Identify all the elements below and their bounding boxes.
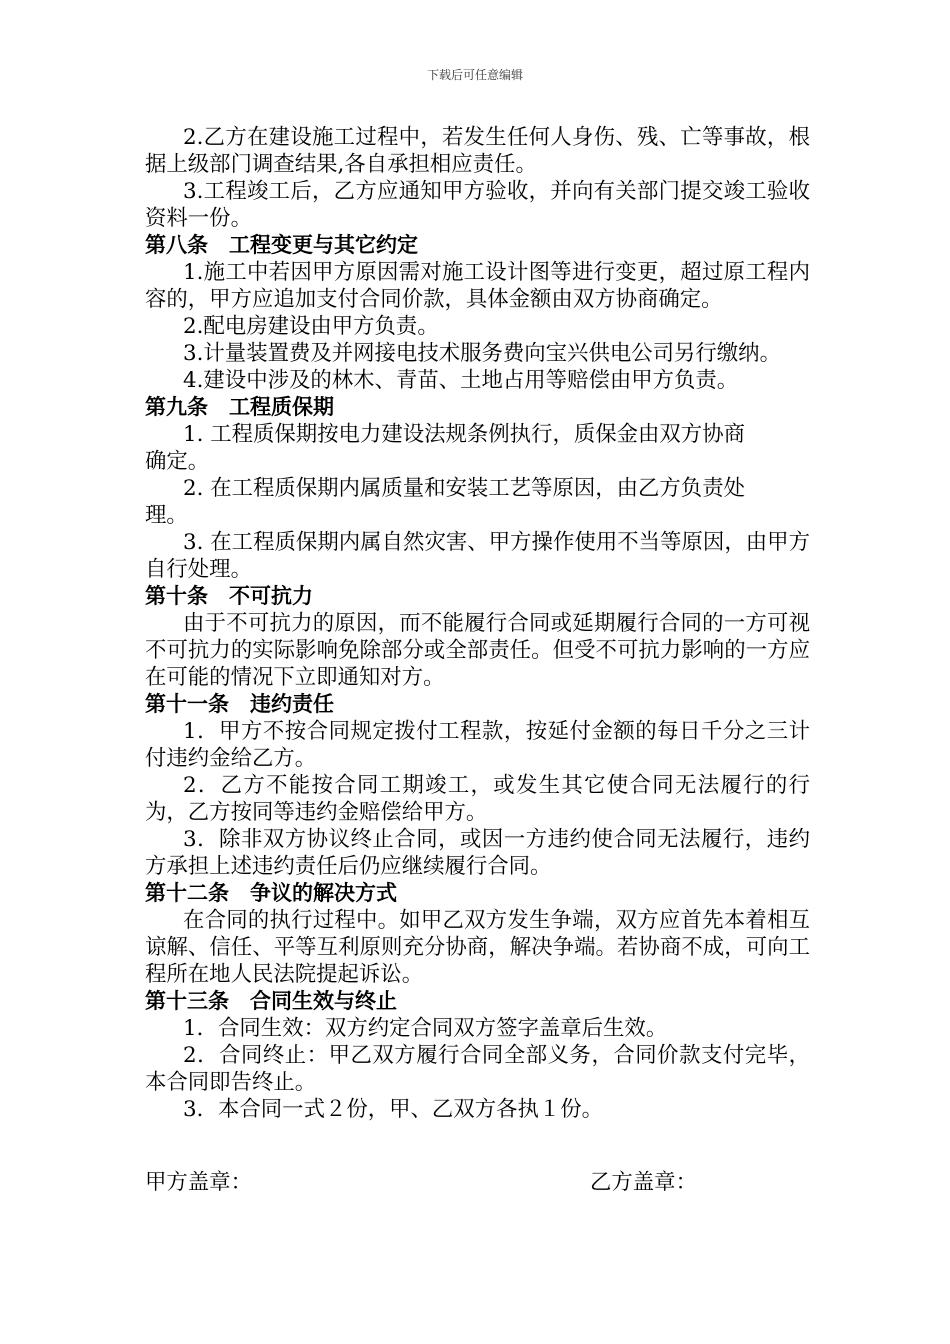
paragraph: 2.乙方在建设施工过程中，若发生任何人身伤、残、亡等事故，根据上级部门调查结果,各自承担相应责任。 — [145, 125, 810, 177]
paragraph: 1．合同生效：双方约定合同双方签字盖章后生效。 — [183, 1016, 668, 1041]
paragraph: 1．甲方不按合同规定拨付工程款，按延付金额的每日千分之三计付违约金给乙方。 — [145, 719, 810, 771]
paragraph: 1.施工中若因甲方原因需对施工设计图等进行变更，超过原工程内容的，甲方应追加支付合同价款，具体金额由双方协商确定。 — [145, 260, 810, 312]
section-heading: 第十三条 合同生效与终止 — [145, 989, 397, 1013]
paragraph: 3.计量装置费及并网接电技术服务费向宝兴供电公司另行缴纳。 — [183, 341, 781, 366]
paragraph: 2．合同终止：甲乙双方履行合同全部义务，合同价款支付完毕，本合同即告终止。 — [145, 1043, 810, 1095]
section-heading: 第十二条 争议的解决方式 — [145, 881, 397, 905]
party-a-seal-label: 甲方盖章： — [145, 1170, 252, 1195]
paragraph: 4.建设中涉及的林木、青苗、土地占用等赔偿由甲方负责。 — [183, 368, 739, 393]
document-body — [145, 124, 810, 1123]
paragraph: 2. 在工程质保期内属质量和安装工艺等原因，由乙方负责处 — [183, 476, 745, 501]
paragraph: 在合同的执行过程中。如甲乙双方发生争端，双方应首先本着相互谅解、信任、平等互利原则充分协商，解决争端。若协商不成，可向工程所在地人民法院提起诉讼。 — [145, 908, 810, 987]
section-heading: 第九条 工程质保期 — [145, 395, 334, 419]
paragraph: 3. 在工程质保期内属自然灾害、甲方操作使用不当等原因，由甲方自行处理。 — [145, 530, 810, 582]
paragraph: 理。 — [145, 503, 188, 528]
section-heading: 第十一条 违约责任 — [145, 692, 334, 716]
paragraph: 1. 工程质保期按电力建设法规条例执行，质保金由双方协商 — [183, 422, 745, 447]
section-heading: 第八条 工程变更与其它约定 — [145, 233, 418, 257]
paragraph: 3．本合同一式２份，甲、乙双方各执１份。 — [183, 1097, 604, 1122]
page-header: 下载后可任意编辑 — [426, 68, 523, 82]
paragraph: 2.配电房建设由甲方负责。 — [183, 314, 439, 339]
section-heading: 第十条 不可抗力 — [145, 584, 313, 608]
paragraph: 确定。 — [145, 449, 210, 474]
party-b-seal-label: 乙方盖章： — [590, 1170, 697, 1195]
paragraph: 由于不可抗力的原因，而不能履行合同或延期履行合同的一方可视不可抗力的实际影响免除部分或全部责任。但受不可抗力影响的一方应在可能的情况下立即通知对方。 — [145, 611, 810, 690]
paragraph: 3.工程竣工后，乙方应通知甲方验收，并向有关部门提交竣工验收资料一份。 — [145, 179, 810, 231]
paragraph: 2．乙方不能按合同工期竣工，或发生其它使合同无法履行的行为，乙方按同等违约金赔偿给甲方。 — [145, 773, 810, 825]
paragraph: 3．除非双方协议终止合同，或因一方违约使合同无法履行，违约方承担上述违约责任后仍应继续履行合同。 — [145, 827, 810, 879]
